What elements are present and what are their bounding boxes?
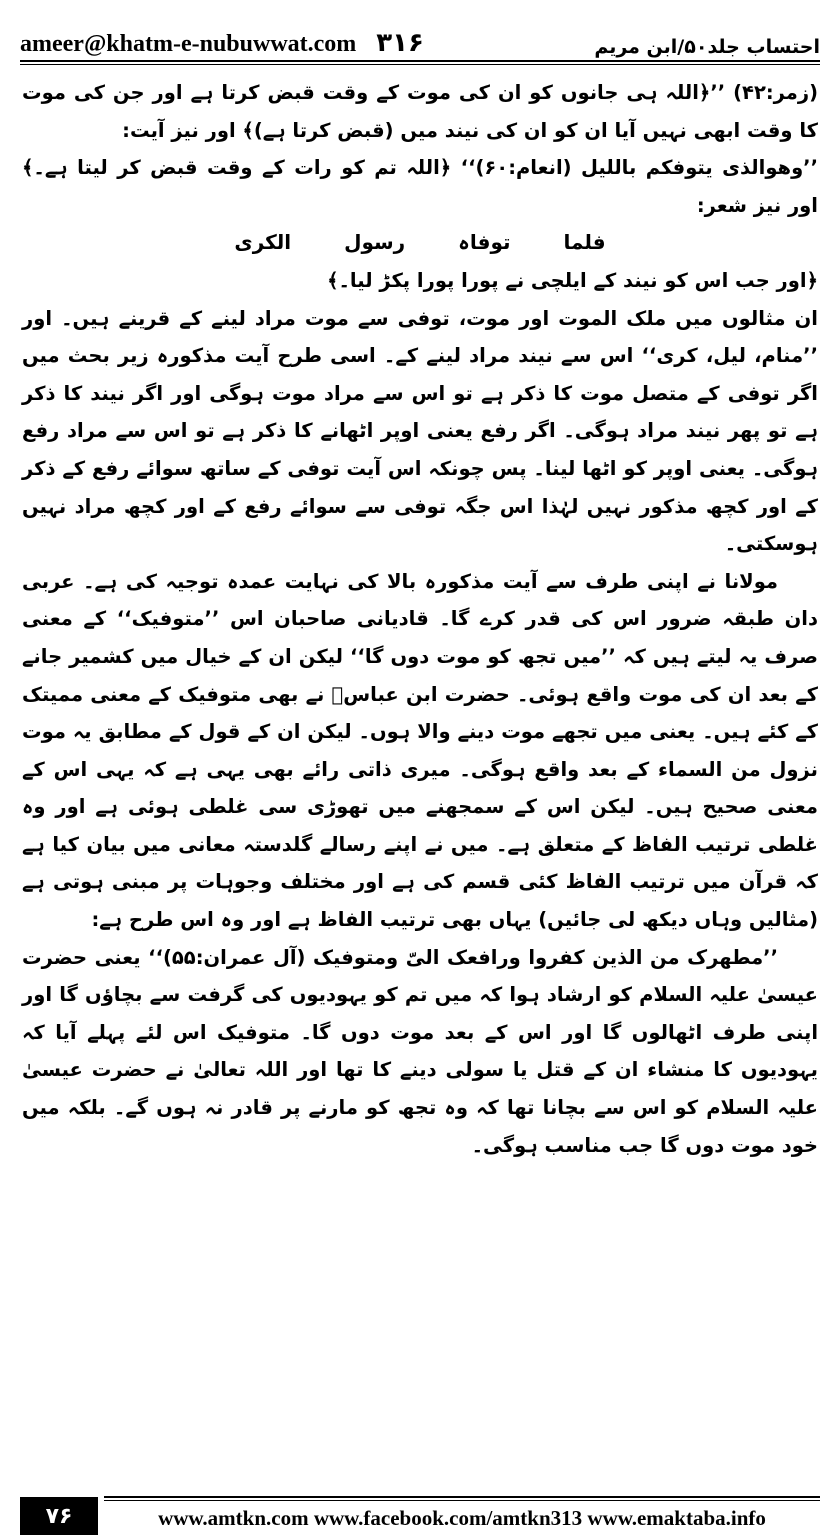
- footer-rule: [104, 1496, 820, 1498]
- header-page-number: ۳۱۶: [376, 28, 424, 58]
- paragraph-verse-zumar: (زمر:۴۲) ’’﴿اللہ ہی جانوں کو ان کی موت کے وقت قبض کرتا ہے اور جن کی موت کا وقت ابھی نہیں آیا ان کو ان کی نیند میں (قبض کرتا ہے)﴾ اور نیز آیت:: [22, 81, 818, 142]
- poetry-line: فلما توفاہ رسول الکری: [234, 230, 606, 255]
- header-left: [20, 28, 424, 58]
- footer-rule-thin: [104, 1500, 820, 1501]
- page-body: [22, 74, 818, 1164]
- paragraph-examples: ان مثالوں میں ملک الموت اور موت، توفی سے موت مراد لینے کے قرینے ہیں۔ اور ’’منام، لیل، کری‘‘ اس سے نیند مراد لینے کے۔ اسی طرح آیت مذکورہ زیر بحث میں اگر توفی کے متصل موت کا ذکر ہے تو اس سے مراد موت ہوگی اور اگر نیند کا ذکر ہے تو پھر نیند مراد ہوگی۔ اگر رفع یعنی اوپر اٹھانے کا ذکر ہے تو اس سے مراد رفع ہوگی۔ یعنی اوپر کو اٹھا لینا۔ پس چونکہ اس آیت توفی کے ساتھ سوائے رفع کے ذکر کے اور کچھ مذکور نہیں لہٰذا اس جگہ توفی سے سوائے رفع کے اور کچھ مراد نہیں ہوسکتی۔: [22, 306, 818, 556]
- poetry-translation: ﴿اور جب اس کو نیند کے ایلچی نے پورا پورا پکڑ لیا۔﴾: [327, 268, 818, 292]
- paragraph-maulana: مولانا نے اپنی طرف سے آیت مذکورہ بالا کی نہایت عمدہ توجیہ کی ہے۔ عربی دان طبقہ ضرور اس کی قدر کرے گا۔ قادیانی صاحبان اس ’’متوفیک‘‘ کے معنی صرف یہ لیتے ہیں کہ ’’میں تجھ کو موت دوں گا‘‘ لیکن ان کے خیال میں کشمیر جانے کے بعد ان کی موت واقع ہوئی۔ حضرت ابن عباسؓ نے بھی متوفیک کے معنی ممیتک کے کئے ہیں۔ یعنی میں تجھے موت دینے والا ہوں۔ لیکن ان کے قول کے مطابق یہ موت نزول من السماء کے بعد واقع ہوگی۔ میری ذاتی رائے بھی یہی ہے کہ یہی اس کے معنی صحیح ہیں۔ لیکن اس کے سمجھنے میں تھوڑی سی غلطی ہوئی ہے اور وہ غلطی ترتیب الفاظ کے متعلق ہے۔ میں نے اپنے رسالے گلدستہ معانی میں بیان کیا ہے کہ قرآن میں ترتیب الفاظ کئی قسم کی ہے اور مختلف وجوہات پر مبنی ہوتی ہے (مثالیں وہاں دیکھ لی جائیں) یہاں بھی ترتیب الفاظ ہے اور وہ اس طرح ہے:: [22, 569, 818, 932]
- page-header: [20, 14, 820, 58]
- footer-page-number: ۷۶: [20, 1497, 98, 1535]
- paragraph-verse-anam: ’’وھوالذی یتوفکم باللیل (انعام:۶۰)‘‘ ﴿اللہ تم کو رات کے وقت قبض کر لیتا ہے۔﴾ اور نیز شعر:: [22, 156, 818, 217]
- header-rule-thin: [20, 64, 820, 65]
- header-book-title: احتساب جلد۵۰/ابن مریم: [594, 36, 820, 58]
- paragraph-aal-imran: ’’مطھرک من الذین کفروا ورافعک الیّ ومتوفیک (آل عمران:۵۵)‘‘ یعنی حضرت عیسیٰ علیہ السلام کو ارشاد ہوا کہ میں تم کو یہودیوں کی گرفت سے بچاؤں گا اور اپنی طرف اٹھالوں گا اور اس کے بعد موت دوں گا۔ متوفیک اس لئے پہلے آیا کہ یہودیوں کا منشاء ان کے قتل یا سولی دینے کا تھا اور اللہ تعالیٰ نے حضرت عیسیٰ علیہ السلام کو اس سے بچانا تھا کہ وہ تجھ کو مارنے پر قادر نہ ہوں گے۔ بلکہ میں خود موت دوں گا جب مناسب ہوگی۔: [22, 945, 818, 1157]
- header-email: ameer@khatm-e-nubuwwat.com: [20, 31, 357, 57]
- header-rule: [20, 60, 820, 62]
- footer-links: www.amtkn.com www.facebook.com/amtkn313 www.emaktaba.info: [158, 1506, 766, 1530]
